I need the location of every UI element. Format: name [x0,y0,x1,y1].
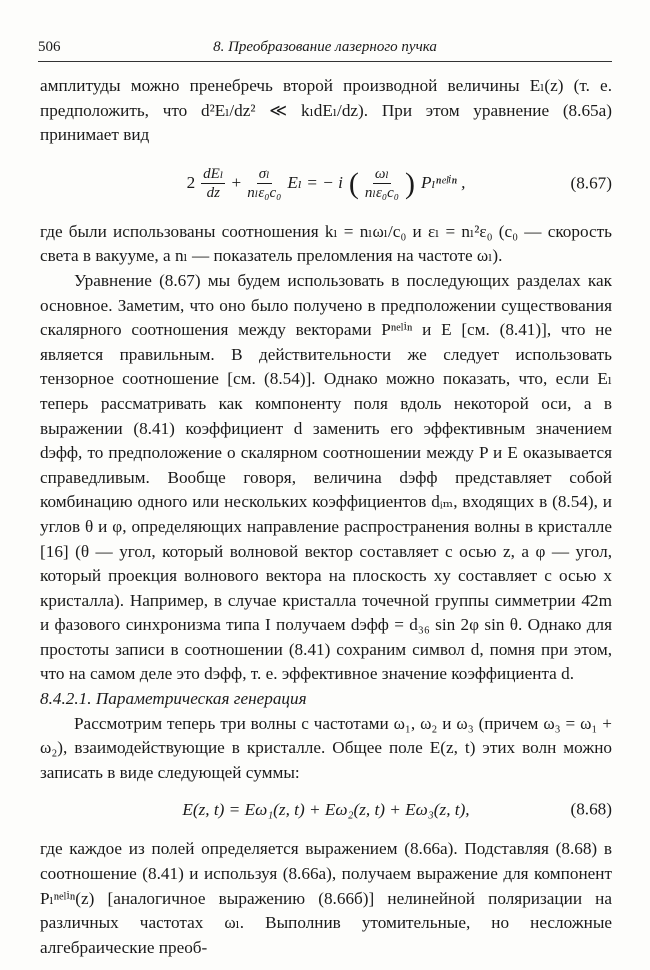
section-title: 8.4.2.1. Параметрическая генерация [40,689,307,709]
equation-8-67 [40,152,612,216]
eq67-frac1-den: dz [206,185,220,202]
equation-number-8-68: (8.68) [570,800,612,820]
paragraph-2: где были использованы соотношения kₗ = nₗωₗ/c₀ и εₗ = nₗ²ε₀ (c₀ — скорость света в вакууме, а nₗ — показатель преломления на частоте ωₗ). [40,221,612,266]
eq67-frac3-den: nₗε₀c₀ [364,185,400,202]
running-header [38,37,612,62]
body-text [40,74,612,960]
eq67-frac2-num: σₗ [258,166,270,183]
eq67-plus: + [231,173,242,193]
equation-8-68 [40,793,612,827]
eq67-frac-dE-dz [201,165,225,202]
paragraph-3: Уравнение (8.67) мы будем использовать в последующих разделах как основное. Заметим, что оно было получено в предположении существования скалярного соотношения между векторами Pⁿᵉˡⁱⁿ и E [см. (8.41)], что не является правильным. В действительности же следует использовать тензорное соотношение [см. (8.54)]. Однако можно показать, что, если Eₗ теперь рассматривать как компоненту поля вдоль некоторой оси, а в выражении (8.41) коэффициент d заменить его эффективным значением dэфф, то предположение о скалярном соотношении между P и E оказывается справедливым. Вообще говоря, величина dэфф представляет собой комбинацию одного или нескольких коэффициентов dᵢₘ, входящих в (8.54), и углов θ и φ, определяющих направление распространения волны в кристалле [16] (θ — угол, который волновой вектор составляет с осью z, а φ — угол, который проекция волнового вектора на плоскость xy составляет с осью x кристалла). Например, в случае кристалла точечной группы симметрии 4̄2m и фазового синхронизма типа I получаем dэфф = d₃₆ sin 2φ sin θ. Однако для простоты записи в соотношении (8.41) сохраним символ d, помня при этом, что на самом деле это dэфф, т. е. эффективное значение коэффициента d. [40,270,612,684]
page-number: 506 [38,39,61,55]
eq67-right-paren: ) [405,166,416,200]
equation-8-67-body [187,165,466,202]
eq67-frac3-num: ωₗ [374,166,390,183]
equation-number-8-67: (8.67) [570,173,612,193]
eq67-frac-sigma [247,165,281,202]
eq67-coef: 2 [186,173,196,193]
eq67-term: Eₗ = − i [287,173,343,193]
eq67-frac-omega [365,165,399,202]
eq67-frac1-num: dEₗ [203,166,224,183]
eq67-frac2-den: nₗε₀c₀ [247,185,282,202]
eq67-rhs: Pₗⁿᵉˡⁱⁿ , [421,173,466,193]
paragraph-4: Рассмотрим теперь три волны с частотами ω₁, ω₂ и ω₃ (причем ω₃ = ω₁ + ω₂), взаимодействующие в кристалле. Общее поле E(z, t) этих волн можно записать в виде следующей суммы: [40,713,612,782]
paragraph-5: где каждое из полей определяется выражением (8.66а). Подставляя (8.68) в соотношение (8.41) и используя (8.66а), получаем выражение для компонент Pₗⁿᵉˡⁱⁿ(z) [аналогичное выражению (8.66б)] нелинейной поляризации на различных частотах ωₗ. Выполнив утомительные, но несложные алгебраические преоб- [40,839,612,957]
eq67-left-paren: ( [348,166,359,200]
chapter-title: 8. Преобразование лазерного пучка [213,39,437,55]
equation-8-68-body: E(z, t) = Eω₁(z, t) + Eω₂(z, t) + Eω₃(z, t), [182,800,470,820]
paragraph-1: амплитуды можно пренебречь второй производной величины Eₗ(z) (т. е. предположить, что d²Eₗ/dz² ≪ kₗdEₗ/dz). При этом уравнение (8.65а) принимает вид [40,76,612,145]
